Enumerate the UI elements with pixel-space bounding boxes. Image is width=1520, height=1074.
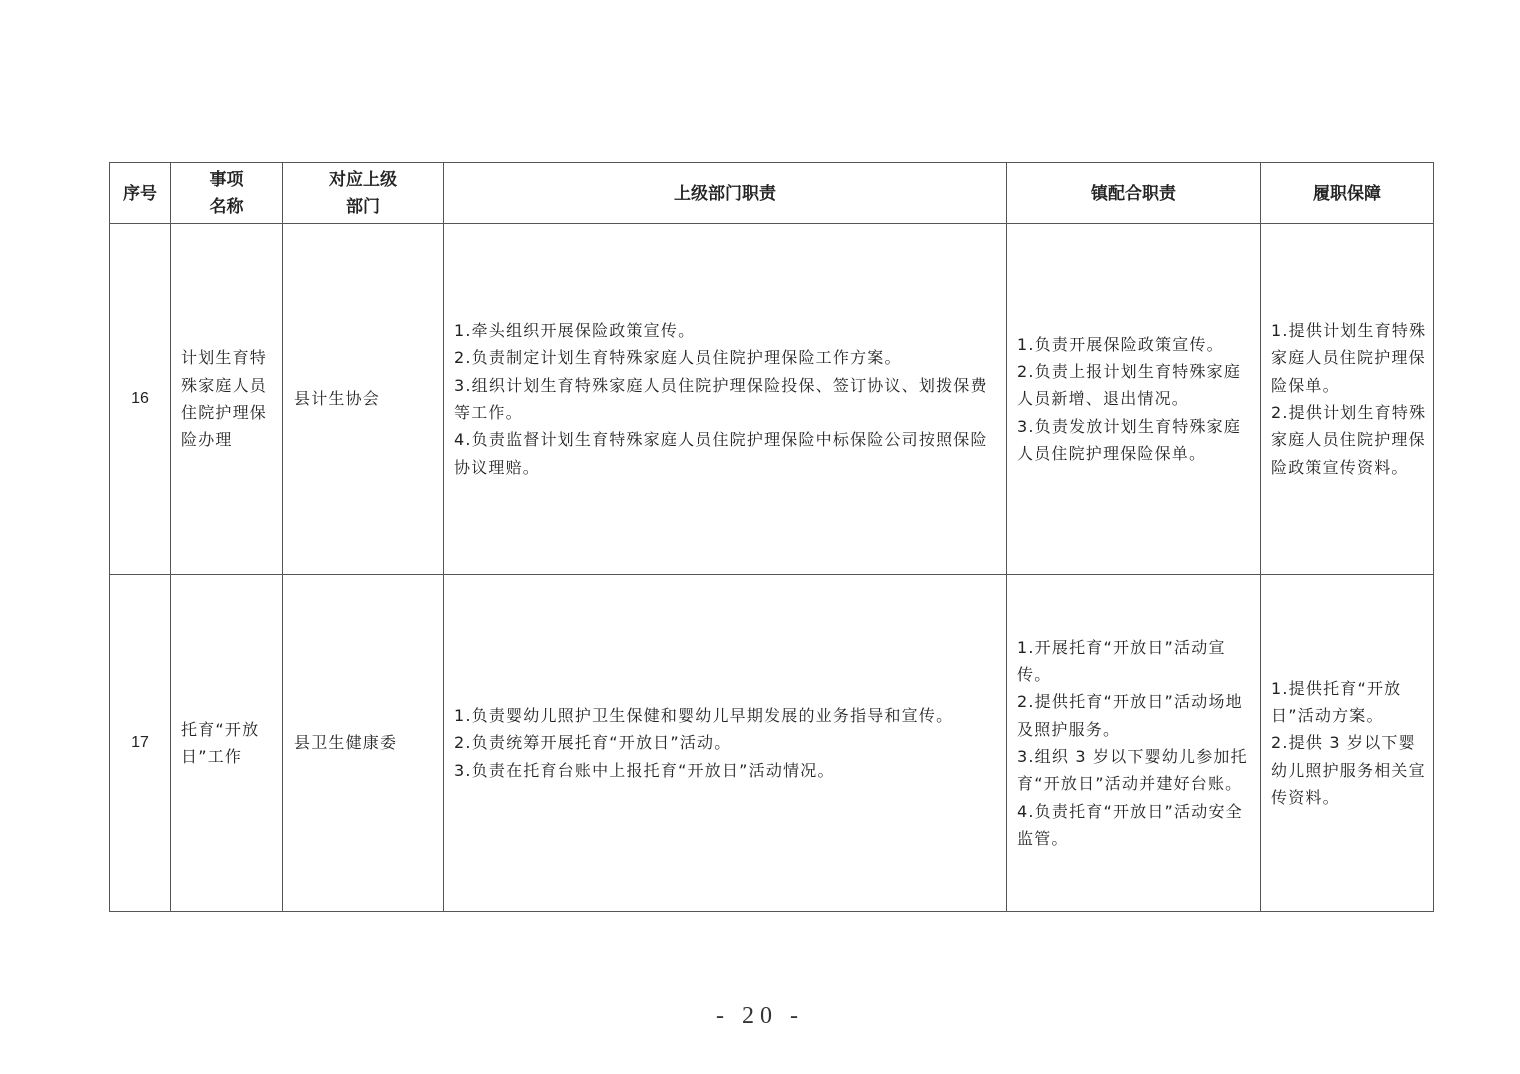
town-duty-item: 4.负责托育“开放日”活动安全监管。 (1017, 801, 1243, 848)
duty-item: 1.负责婴幼儿照护卫生保健和婴幼儿早期发展的业务指导和宣传。 (454, 706, 954, 726)
page-number: - 20 - (716, 1003, 804, 1029)
town-duties (1007, 575, 1261, 912)
table-row (110, 575, 1434, 912)
guarantee-item: 2.提供计划生育特殊家庭人员住院护理保险政策宣传资料。 (1271, 403, 1427, 477)
item-name: 托育“开放日”工作 (171, 575, 283, 912)
duty-item: 3.组织计划生育特殊家庭人员住院护理保险投保、签订协议、划拨保费等工作。 (454, 375, 988, 422)
superior-duties (444, 575, 1007, 912)
row-index: 17 (110, 575, 171, 912)
town-duty-item: 1.负责开展保险政策宣传。 (1017, 334, 1224, 354)
item-name: 计划生育特殊家庭人员住院护理保险办理 (171, 224, 283, 575)
superior-dept: 县计生协会 (283, 224, 444, 575)
guarantees (1261, 575, 1434, 912)
superior-dept: 县卫生健康委 (283, 575, 444, 912)
guarantees (1261, 224, 1434, 575)
town-duties (1007, 224, 1261, 575)
duty-item: 4.负责监督计划生育特殊家庭人员住院护理保险中标保险公司按照保险协议理赔。 (454, 430, 988, 477)
duty-item: 1.牵头组织开展保险政策宣传。 (454, 321, 696, 341)
town-duty-item: 2.负责上报计划生育特殊家庭人员新增、退出情况。 (1017, 362, 1242, 409)
guarantee-item: 1.提供计划生育特殊家庭人员住院护理保险保单。 (1271, 321, 1427, 395)
table-header-row (110, 163, 1434, 224)
duty-item: 2.负责统筹开展托育“开放日”活动。 (454, 733, 732, 753)
table-row (110, 224, 1434, 575)
guarantee-item: 1.提供托育“开放日”活动方案。 (1271, 678, 1402, 726)
header-item-name: 事项 名称 (171, 163, 283, 224)
guarantee-item: 2.提供 3 岁以下婴幼儿照护服务相关宣传资料。 (1271, 733, 1426, 807)
superior-duties (444, 224, 1007, 575)
header-superior-duty: 上级部门职责 (444, 163, 1007, 224)
duty-table (109, 162, 1434, 912)
town-duty-item: 1.开展托育“开放日”活动宣传。 (1017, 637, 1226, 685)
duty-item: 3.负责在托育台账中上报托育“开放日”活动情况。 (454, 760, 835, 780)
header-superior-dept: 对应上级 部门 (283, 163, 444, 224)
duty-item: 2.负责制定计划生育特殊家庭人员住院护理保险工作方案。 (454, 348, 902, 368)
header-index: 序号 (110, 163, 171, 224)
town-duty-item: 2.提供托育“开放日”活动场地及照护服务。 (1017, 692, 1243, 739)
header-guarantee: 履职保障 (1261, 163, 1434, 224)
header-town-duty: 镇配合职责 (1007, 163, 1261, 224)
town-duty-item: 3.组织 3 岁以下婴幼儿参加托育“开放日”活动并建好台账。 (1017, 747, 1248, 794)
row-index: 16 (110, 224, 171, 575)
town-duty-item: 3.负责发放计划生育特殊家庭人员住院护理保险保单。 (1017, 416, 1242, 463)
